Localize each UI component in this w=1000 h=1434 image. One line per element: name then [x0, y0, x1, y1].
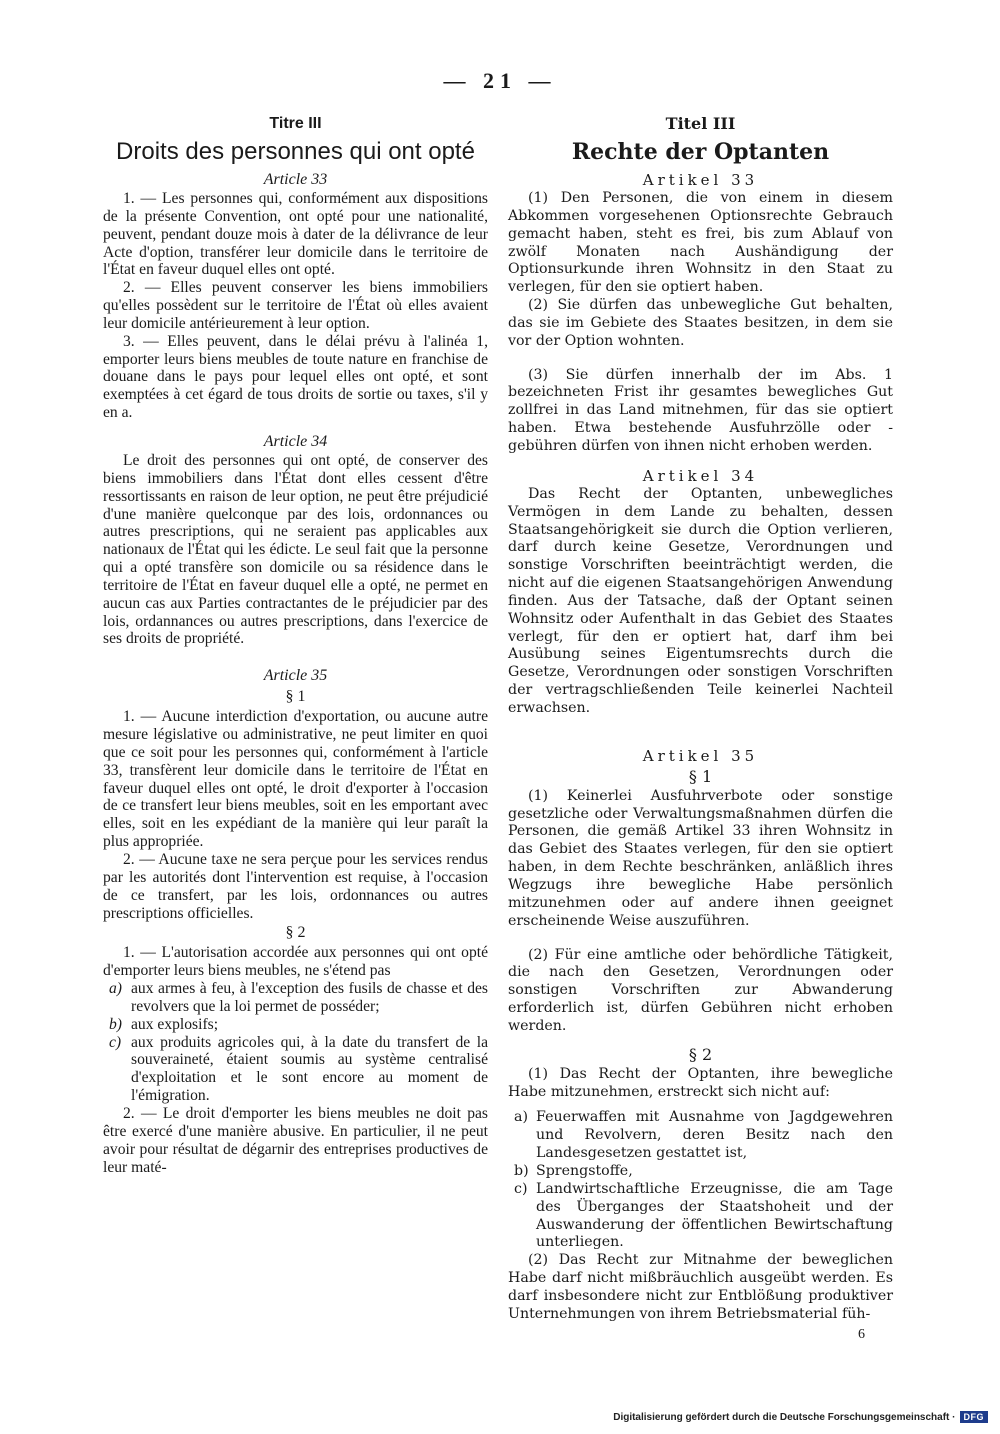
german-list-item-b	[508, 1163, 893, 1181]
list-marker: a)	[109, 980, 122, 998]
german-artikel-35-title: Artikel 35	[642, 746, 759, 765]
list-text: aux armes à feu, à l'exception des fusils de chasse et des revolvers que la loi permet de posséder;	[131, 980, 488, 1015]
german-section-1: § 1	[688, 766, 713, 786]
list-text: Sprengstoffe,	[536, 1162, 633, 1179]
german-artikel-33-para-2: (2) Sie dürfen das unbewegliche Gut behalten, das sie im Gebiete des Staates besitzen, in dem sie vor der Option wohnten.	[508, 297, 893, 349]
french-list-item-b	[103, 1016, 488, 1034]
page-number: — 21 —	[443, 68, 557, 93]
french-article-35-para-4: 2. — Le droit d'emporter les biens meubles ne doit pas être exercé d'une manière abusive. En particulier, il ne peut avoir pour résultat de dégarnir des entreprises productives de leur maté-	[103, 1104, 488, 1176]
german-artikel-33-title: Artikel 33	[642, 171, 759, 189]
digitization-footer	[613, 1411, 988, 1423]
french-article-34-title: Article 34	[263, 432, 328, 450]
german-column	[508, 114, 893, 1324]
french-article-33-title: Article 33	[263, 171, 328, 188]
german-list-item-a	[508, 1109, 893, 1163]
list-text: Landwirtschaftliche Erzeugnisse, die am Tage des Überganges der Staatshoheit und der Auswanderung der öffentlichen Bewirtschaftung unterliegen.	[536, 1180, 893, 1251]
french-titre: Titre III	[269, 115, 322, 132]
french-article-35-para-1: 1. — Aucune interdiction d'exportation, ou aucune autre mesure législative ou administrative, ne peut limiter en quoi que ce soit pour les personnes qui, conformément à l'article 33, transfèrent leur domicile dans le territoire de l'État en faveur duquel elles ont opté, le droit d'exporter à l'occasion de ce transfert leur biens meubles, soit en les emportant avec elles, soit en les expédiant de la manière qui leur paraît la plus appropriée.	[103, 708, 488, 851]
german-artikel-35-para-1: (1) Keinerlei Ausfuhrverbote oder sonstige gesetzliche oder Verwaltungsmaßnahmen dürfen die Personen, die gemäß Artikel 33 ihren Wohnsitz in das Gebiet des Staates verlegen, für den sie optiert haben, in dem Rechte beschränken, anläßlich ihres Wegzugs ihre bewegliche Habe persönlich mitzunehmen oder auf andere ihnen geeignet erscheinende Weise auszuführen.	[508, 787, 893, 929]
german-artikel-33-para-1: (1) Den Personen, die von einem in diesem Abkommen vorgesehenen Optionsrechte Gebrauch gemacht haben, steht es frei, bis zum Ablauf von zwölf Monaten nach Aushändigung der Optionsurkunde ihren Wohnsitz in den Staat zu verlegen, für den sie optiert haben.	[508, 190, 893, 296]
german-artikel-35-para-4: (2) Das Recht zur Mitnahme der beweglichen Habe darf nicht mißbräuchlich ausgeübt werden. Es darf insbesondere nicht zur Entblößung produktiver Unternehmungen von ihrem Betriebsmaterial füh-	[508, 1252, 893, 1322]
french-article-33-para-1: 1. — Les personnes qui, conformément aux dispositions de la présente Convention, ont opté pour une nationalité, peuvent, pendant douze mois à dater de la délivrance de leur Acte d'option, transférer leur domicile dans le territoire de l'État en faveur duquel elles ont opté.	[103, 190, 488, 279]
french-article-35-title: Article 35	[263, 667, 328, 685]
list-marker: c)	[109, 1033, 122, 1051]
list-text: Feuerwaffen mit Ausnahme von Jagdgewehren und Revolvern, deren Besitz nach den Landesgesetzen gestattet ist,	[536, 1109, 893, 1162]
list-text: aux explosifs;	[131, 1015, 219, 1033]
french-list-item-a	[103, 980, 488, 1016]
french-heading: Droits des personnes qui ont opté	[116, 138, 475, 165]
french-article-33-para-2: 2. — Elles peuvent conserver les biens immobiliers qu'elles possèdent sur le territoire de l'État où elles avaient leur domicile antérieurement à leur option.	[103, 279, 488, 332]
french-section-2: § 2	[285, 924, 306, 942]
german-heading: Rechte der Optanten	[571, 139, 830, 165]
german-artikel-35-para-3: (1) Das Recht der Optanten, ihre bewegliche Habe mitzunehmen, erstreckt sich nicht auf:	[508, 1065, 893, 1100]
german-section-2: § 2	[688, 1044, 713, 1064]
list-marker: c)	[514, 1180, 528, 1197]
german-artikel-34-title: Artikel 34	[642, 466, 759, 485]
german-artikel-34-para-1: Das Recht der Optanten, unbewegliches Vermögen in dem Lande zu behalten, dessen Staatsangehörigkeit sie durch die Option verlieren, darf durch keine Gesetze, Verordnungen und sonstige Vorschriften beeinträchtigt werden, die nicht auf die eigenen Staatsangehörigen Anwendung finden. Aus der Tatsache, daß der Optant seinen Wohnsitz oder Aufenthalt in das Gebiet des Staates verlegt, für den er optiert hat, darf ihm bei Ausübung seines Eigentumsrechts durch die Gesetze, Verordnungen oder sonstigen Vorschriften der vertragschließenden Teile keinerlei Nachteil erwachsen.	[508, 485, 893, 716]
german-titel: Titel III	[665, 114, 736, 133]
list-text: aux produits agricoles qui, à la date du transfert de la souveraineté, étaient soumis au système centralisé d'exploitation et le sont encore au moment de l'émigration.	[131, 1033, 488, 1105]
french-section-1: § 1	[285, 688, 306, 706]
footer-text: Digitalisierung gefördert durch die Deutsche Forschungsgemeinschaft ·	[613, 1411, 956, 1423]
french-article-34-para-1: Le droit des personnes qui ont opté, de conserver des biens immobiliers dans l'État dont elles cessent d'être ressortissants en raison de leur option, ne peut être préjudicié d'une manière quelconque par des lois, ordonnances ou autres prescriptions, qui ne seraient pas applicables aux nationaux de l'État qui les édicte. Le seul fait que la personne qui a opté transfère son domicile ou sa résidence dans le territoire de l'État en faveur duquel elle a opté, ne permet en aucun cas aux Parties contractantes de le préjudicier par des lois, ordannances ou autres prescriptions, dans l'exercice de ses droits de propriété.	[103, 451, 488, 648]
sheet-number: 6	[858, 1327, 865, 1342]
german-artikel-35-para-2: (2) Für eine amtliche oder behördliche Tätigkeit, die nach den Gesetzen, Verordnungen oder sonstigen Vorschriften zur Abwanderung erforderlich ist, dürfen Gebühren nicht erhoben werden.	[508, 946, 893, 1034]
french-article-33-para-3: 3. — Elles peuvent, dans le délai prévu à l'alinéa 1, emporter leurs biens meubles de toute nature en franchise de douane dans le pays pour lequel elles ont opté, et sont exemptées à cet égard de tous droits de sortie ou taxes, s'il y en a.	[103, 332, 488, 422]
french-article-35-para-2: 2. — Aucune taxe ne sera perçue pour les services rendus par les autorités dont l'intervention est requise, à l'occasion de ce transfert, par les lois, ordonnances ou autres prescriptions officielles.	[103, 851, 488, 922]
list-marker: b)	[109, 1015, 122, 1033]
french-column	[103, 114, 488, 1176]
german-artikel-33-para-3: (3) Sie dürfen innerhalb der im Abs. 1 bezeichneten Frist ihr gesamtes bewegliches Gut zollfrei in das Land mitnehmen, für das sie optiert haben. Etwa bestehende Ausfuhrzölle oder -gebühren dürfen von ihnen nicht erhoben werden.	[508, 366, 893, 454]
french-article-35-para-3: 1. — L'autorisation accordée aux personnes qui ont opté d'emporter leurs biens meubles, ne s'étend pas	[103, 944, 488, 980]
german-list-item-c	[508, 1181, 893, 1252]
french-list-item-c	[103, 1034, 488, 1105]
dfg-logo: DFG	[960, 1411, 989, 1423]
list-marker: a)	[514, 1109, 528, 1126]
list-marker: b)	[514, 1162, 529, 1179]
